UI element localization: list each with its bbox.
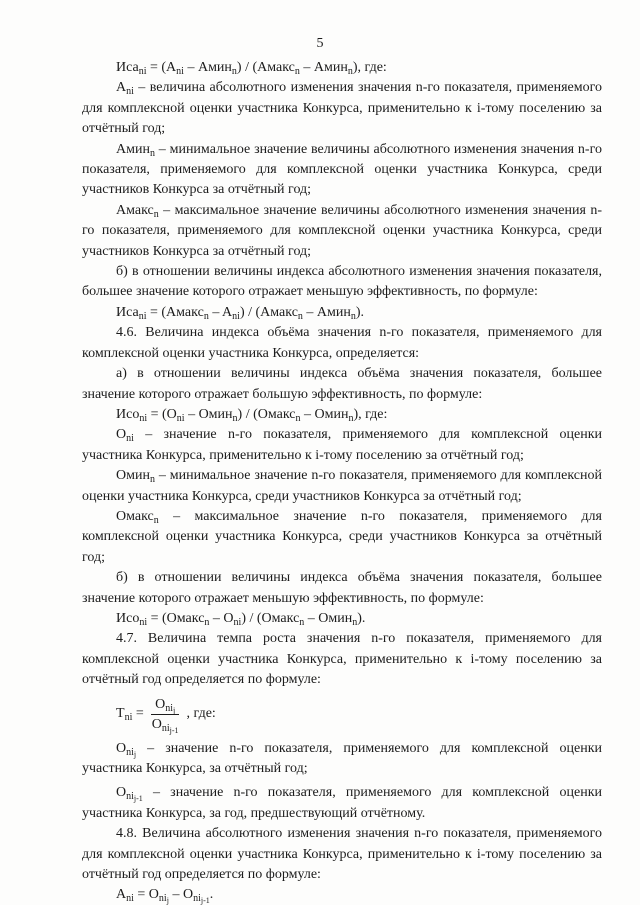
formula-growth-fraction [148, 696, 183, 736]
clause-b-absolute: б) в отношении величины индекса абсолютного изменения значения показателя, большее значение которого отражает меньшую эффективность, по формуле: [82, 264, 602, 300]
formula-iso-inverse: Исо$_{ni}$ = (Омакс$_n$ – $O_{ni}$) / (Омакс$_n$ – Омин$_n$). [116, 610, 366, 628]
document-body [82, 58, 602, 906]
page-number: 5 [316, 36, 324, 51]
definition-o-nij-1: $O_{ni_{j-1}}$ – значение n-го показателя, применяемого для комплексной оценки участника Конкурса, за год, предшествующий отчётному. [82, 785, 602, 821]
definition-o-min: Омин$_n$ – минимальное значение n-го показателя, применяемого для комплексной оценки участника Конкурса, среди участников Конкурса за отчётный год; [82, 468, 602, 504]
formula-isa-direct: $Иса_{ni} = (A_{ni}$ – Амин$_n$) / (Амакс$_n$ – Амин$_n$), где: [116, 60, 387, 77]
fraction-denominator: $O_{ni_{j-1}}$ [151, 717, 179, 736]
formula-growth-lhs: $T_{ni}$ = [116, 706, 144, 724]
definition-a-min: Амин$_n$ – минимальное значение величины абсолютного изменения значения n-го показателя, применяемого для комплексной оценки участника Конкурса, среди участников Конкурса за отчётный год; [82, 141, 602, 198]
formula-growth-rate [82, 693, 602, 737]
formula-growth-rhs: , где: [186, 706, 216, 722]
definition-a-ni: $A_{ni}$ – величина абсолютного изменения значения n-го показателя, применяемого для комплексной оценки участника Конкурса, применительно к i-тому поселению за отчётный год; [82, 80, 602, 137]
section-4-7: 4.7. Величина темпа роста значения n-го показателя, применяемого для комплексной оценки участника Конкурса, применительно к i-тому поселению за отчётный год определяется по формуле: [82, 631, 602, 688]
definition-a-max: Амакс$_n$ – максимальное значение величины абсолютного изменения значения n-го показателя, применяемого для комплексной оценки участника Конкурса, среди участников Конкурса за отчётный год; [82, 202, 602, 259]
definition-o-max: Омакс$_n$ – максимальное значение n-го показателя, применяемого для комплексной оценки участника Конкурса, среди участников Конкурса за отчётный год; [82, 508, 602, 565]
formula-absolute-change: $A_{ni} = O_{ni_j} - O_{ni_{j-1}}$. [116, 887, 214, 906]
section-4-6: 4.6. Величина индекса объёма значения n-го показателя, применяемого для комплексной оценки участника Конкурса, определяется: [82, 325, 602, 361]
fraction-numerator: $O_{ni_j}$ [151, 696, 179, 715]
formula-isa-inverse: Иса$_{ni}$ = (Амакс$_n$ – $A_{ni}$) / (Амакс$_n$ – Амин$_n$). [116, 304, 365, 322]
definition-o-ni: $O_{ni}$ – значение n-го показателя, применяемого для комплексной оценки участника Конкурса, применительно к i-тому поселению за отчётный год; [82, 427, 602, 463]
formula-iso-direct: $Исо_{ni} = (O_{ni}$ – Омин$_n$) / (Омакс$_n$ – Омин$_n$), где: [116, 406, 388, 424]
section-4-8: 4.8. Величина абсолютного изменения значения n-го показателя, применяемого для комплексной оценки участника Конкурса, применительно к i-тому поселению за отчётный год определяется по формуле: [82, 826, 602, 883]
clause-b-volume: б) в отношении величины индекса объёма значения показателя, большее значение которого отражает меньшую эффективность, по формуле: [82, 570, 602, 606]
clause-a-volume: а) в отношении величины индекса объёма значения показателя, большее значение которого отражает большую эффективность, по формуле: [82, 366, 602, 402]
definition-o-nij: $O_{ni_j}$ – значение n-го показателя, применяемого для комплексной оценки участника Конкурса, за отчётный год; [82, 740, 602, 776]
